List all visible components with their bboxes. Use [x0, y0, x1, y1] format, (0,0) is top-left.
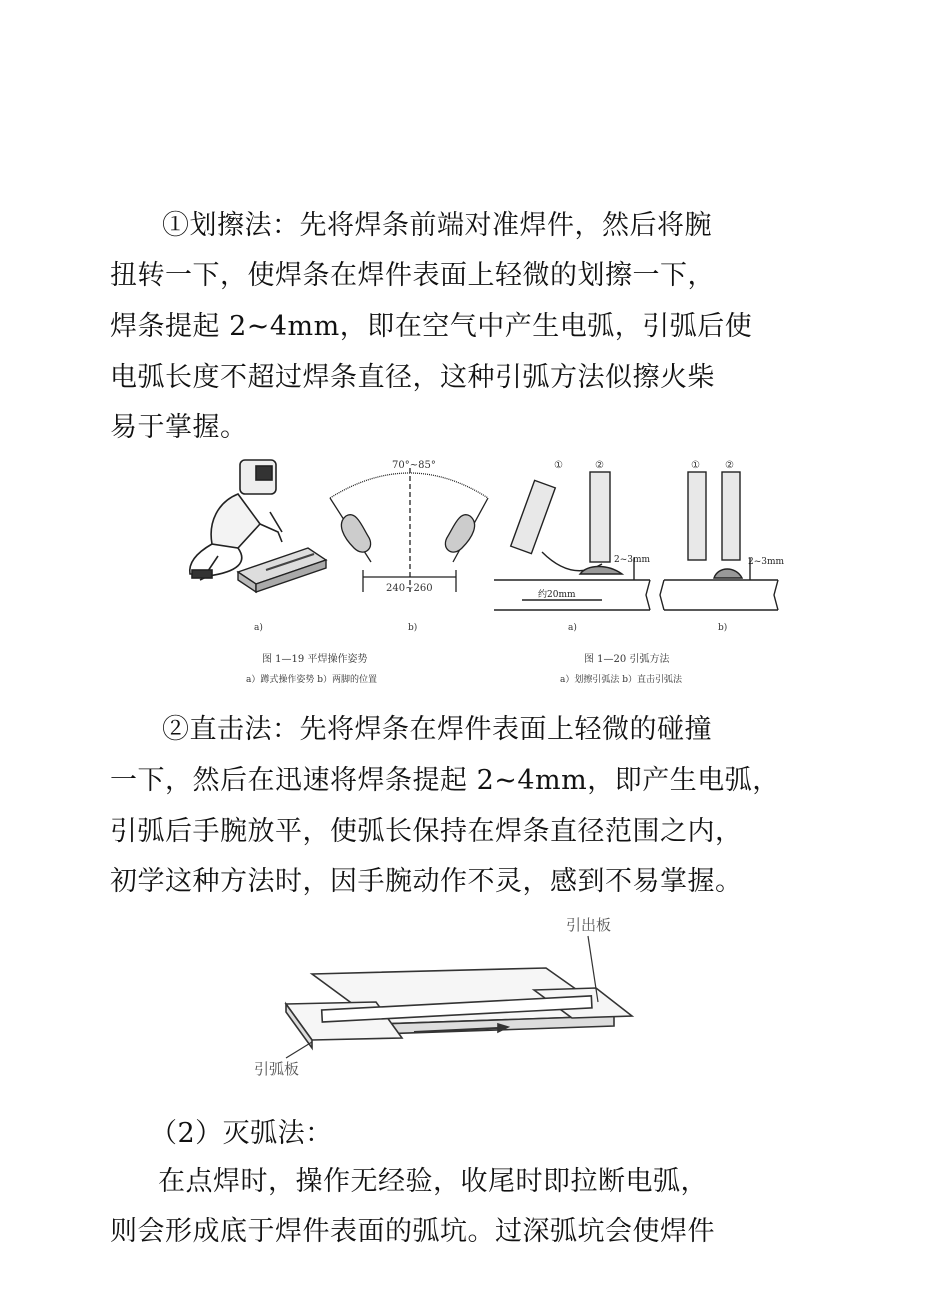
fig20-sub-b: b)	[718, 623, 728, 633]
fig20-sub-a: a)	[568, 623, 577, 633]
para1-line-5: 易于掌握。	[110, 412, 248, 443]
runoff-plate-label: 引出板	[566, 916, 612, 934]
figure-welding-posture	[178, 452, 508, 692]
fig20-subcaption: a）划擦引弧法 b）直击引弧法	[560, 675, 682, 685]
para2-line-1: ②直击法：先将焊条在焊件表面上轻微的碰撞	[162, 714, 712, 745]
scratch-gap-label: 2~3mm	[614, 555, 651, 565]
fig19-sub-a: a)	[254, 623, 263, 633]
distance-label: 约20mm	[538, 590, 576, 600]
fig19-caption: 图 1—19 平焊操作姿势	[262, 654, 368, 665]
para2-line-2: 一下，然后在迅速将焊条提起 2~4mm，即产生电弧，	[110, 765, 780, 796]
feet-diagram	[330, 468, 488, 592]
para1-line-4: 电弧长度不超过焊条直径，这种引弧方法似擦火柴	[110, 362, 715, 393]
width-label: 240~260	[386, 583, 433, 594]
tap-electrode-2: ②	[725, 460, 734, 471]
tap-method-sketch	[660, 472, 778, 610]
para2-line-3: 引弧后手腕放平，使弧长保持在焊条直径范围之内，	[110, 816, 743, 847]
para3-line-2: 则会形成底于焊件表面的弧坑。过深弧坑会使焊件	[110, 1216, 715, 1247]
angle-label: 70°~85°	[392, 460, 436, 471]
para1-line-1: ①划擦法：先将焊条前端对准焊件，然后将腕	[162, 210, 712, 241]
fig20-caption: 图 1—20 引弧方法	[584, 654, 670, 665]
para1-line-2: 扭转一下，使焊条在焊件表面上轻微的划擦一下，	[110, 260, 715, 291]
figure-runoff-plates	[236, 908, 656, 1100]
fig19-sub-b: b)	[408, 623, 418, 633]
scratch-electrode-2: ②	[595, 460, 604, 471]
runon-plate-label: 引弧板	[254, 1060, 300, 1078]
figure-arc-striking	[492, 452, 792, 692]
fig19-subcaption: a）蹲式操作姿势 b）两脚的位置	[246, 675, 377, 685]
para2-line-4: 初学这种方法时，因手腕动作不灵，感到不易掌握。	[110, 866, 743, 897]
tap-gap-label: 2~3mm	[748, 557, 785, 567]
tap-electrode-1: ①	[691, 460, 700, 471]
section-heading: （2）灭弧法：	[150, 1118, 333, 1149]
para1-line-3: 焊条提起 2~4mm，即在空气中产生电弧，引弧后使	[110, 311, 753, 342]
scratch-electrode-1: ①	[554, 460, 563, 471]
para3-line-1: 在点焊时，操作无经验，收尾时即拉断电弧，	[158, 1166, 708, 1197]
workpiece-block	[238, 548, 326, 592]
